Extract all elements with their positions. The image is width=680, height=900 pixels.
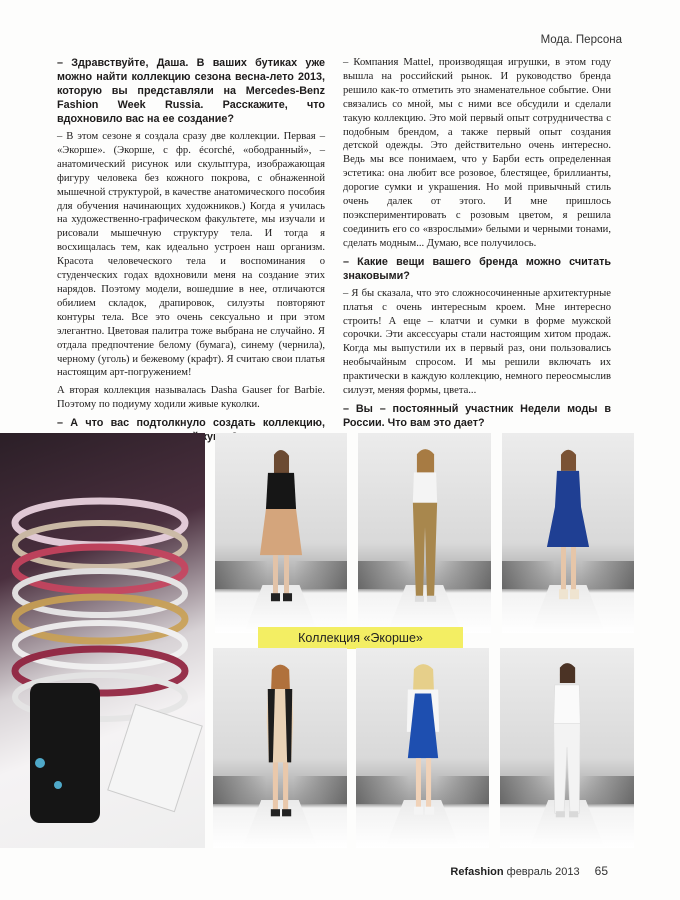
- page-footer: [450, 864, 608, 878]
- runway-photo-5: [356, 648, 489, 848]
- runway-photo-6: [500, 648, 634, 848]
- model-white-top-white-pants: [542, 660, 593, 824]
- model-beige-panel-dress: [255, 660, 306, 824]
- interview-answer: – В этом сезоне я создала сразу две коллекции. Первая – «Экорше». (Экорше, с фр. écorché, «ободранный», – анатомический рисунок или скульптура, изображающая фигуру человека без кожного покрова, с обнаженной мышечной структурой, в качестве анатомического пособия для обучения начинающих художников.) Когда я училась на художественно-графическом факультете, мы изучали и рисовали мышечную структуру тела. И тогда я восхищалась тем, как идеально устроен наш организм. Красота человеческого тела и воспоминания о студенческих годах вдохновили меня на создание этих нарядов. Поэтому модели, вошедшие в нее, отличаются обилием складок, драпировок, силуэты повторяют контуры тела. Все это очень сексуально и при этом элегантно. Цветовая палитра тоже выбрана не случайно. Я отдала предпочтение белому (бумага), синему (чернила), черному (уголь) и бежевому (крафт). Я считаю свои платья настоящим арт-погружением!: [57, 131, 325, 379]
- model-white-top-khaki-pants: [399, 445, 450, 609]
- bracelets-illustration: [0, 433, 205, 848]
- section-label: Мода. Персона: [540, 34, 622, 46]
- interview-question: – Какие вещи вашего бренда можно считать знаковыми?: [343, 255, 611, 282]
- runway-photo-2: [358, 433, 491, 633]
- runway-photo-1: [215, 433, 347, 633]
- model-blue-dress: [543, 445, 593, 609]
- model-black-jacket-beige-skirt: [256, 445, 306, 609]
- article-left-column: [57, 56, 325, 448]
- interview-question: – Вы – постоянный участник Недели моды в России. Что вам это дает?: [343, 402, 611, 429]
- interview-answer: А вторая коллекция называлась Dasha Gauser for Barbie. Поэтому по подиуму ходили живые куколки.: [57, 385, 325, 411]
- photo-caption: Коллекция «Экорше»: [258, 627, 463, 649]
- runway-photo-3: [502, 433, 634, 633]
- article-right-column: [343, 56, 611, 434]
- page-number: 65: [594, 864, 608, 878]
- model-white-jacket-blue-dress: [397, 660, 448, 824]
- interview-question: – Здравствуйте, Даша. В ваших бутиках уже можно найти коллекцию сезона весна-лето 2013, которую вы представляли на Mercedes-Benz Fashion Week Russia. Расскажите, что вдохновило вас на ее создание?: [57, 57, 325, 125]
- issue-date: февраль 2013: [506, 866, 580, 878]
- magazine-brand: Refashion: [450, 866, 504, 878]
- bracelets-photo: [0, 433, 205, 848]
- runway-photo-4: [213, 648, 347, 848]
- interview-question: – А что вас подтолкнуло создать коллекцию,: [57, 417, 325, 430]
- interview-answer: – Я бы сказала, что это сложносочиненные архитектурные платья с очень интересным кроем. Мне интересно строить! А еще – клатчи и сумки в форме мужской сорочки. Эти аксессуары стали настоящим хитом продаж. Когда мы выпустили их в первый раз, они пользовались необычайным спросом. И мы решили включать их практически в каждую коллекцию, немного переосмыслив силуэт, меняя формы, цвета...: [343, 287, 611, 397]
- interview-answer: – Компания Mattel, производящая игрушки, в этом году вышла на российский рынок. И руководство бренда решило как-то отметить это знаменательное событие. Они связались со мной, мы с ними все обсудили и сделали такую коллекцию. Это мой первый опыт сотрудничества с подобным брендом, а также первый опыт создания детской одежды. Это действительно очень интересно. Ведь мы все понимаем, что у Барби есть определенная эстетика: она любит все розовое, блестящее, бриллианты, дорогие сумки и украшения. Но мой привычный стиль очень далек от этого. И мне пришлось поэкспериментировать с розовым цветом, я решила соединить его со «взрослыми» белыми и черными тонами, сделать модным... Думаю, все получилось.: [343, 57, 611, 249]
